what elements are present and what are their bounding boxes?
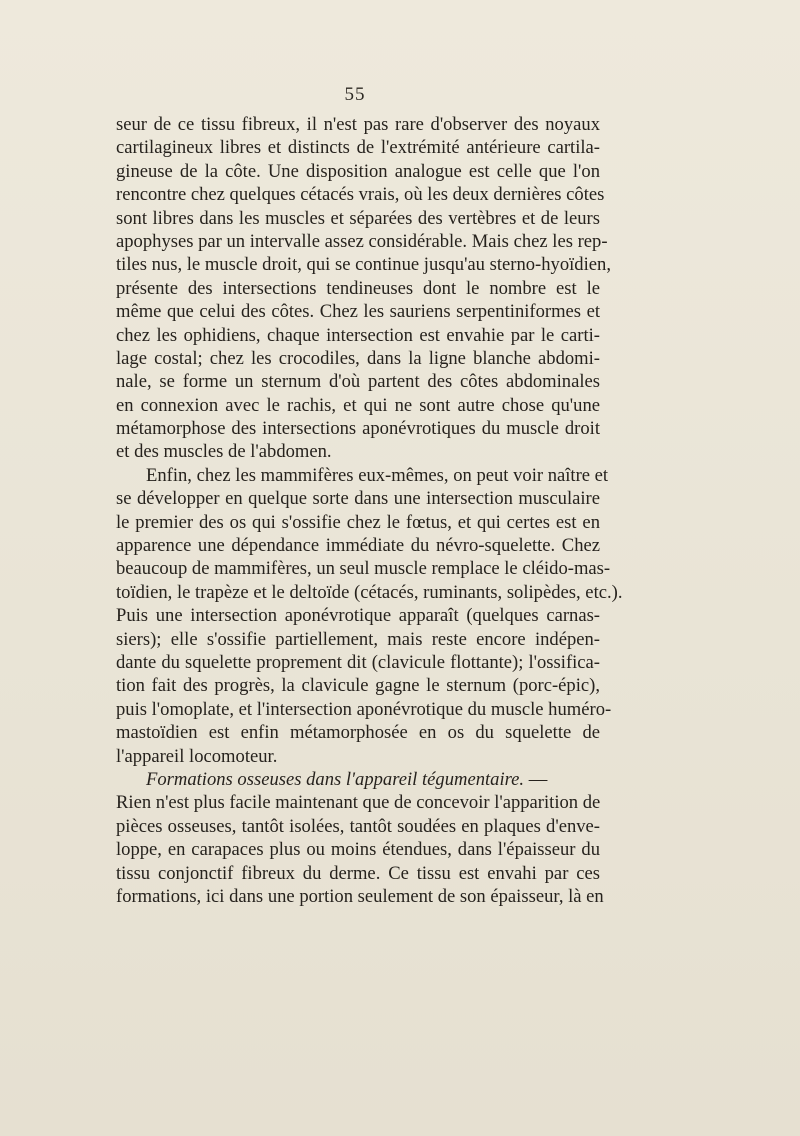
text-line: beaucoup de mammifères, un seul muscle remplace le cléido-mas-	[116, 558, 611, 580]
text-line: Rien n'est plus facile maintenant que de concevoir l'apparition de	[116, 792, 601, 814]
text-line: toïdien, le trapèze et le deltoïde (cétacés, ruminants, solipèdes, etc.).	[116, 581, 623, 603]
text-line: apparence une dépendance immédiate du névro-squelette. Chez	[116, 535, 600, 557]
text-line: le premier des os qui s'ossifie chez le fœtus, et qui certes est en	[116, 511, 600, 533]
text-line: se développer en quelque sorte dans une intersection musculaire	[116, 488, 600, 510]
text-line: pièces osseuses, tantôt isolées, tantôt soudées en plaques d'enve-	[116, 815, 600, 837]
page-number: 55	[344, 84, 366, 105]
text-line: métamorphose des intersections aponévrotiques du muscle droit	[116, 418, 600, 440]
text-line: chez les ophidiens, chaque intersection est envahie par le carti-	[116, 324, 600, 346]
text-line: nale, se forme un sternum d'où partent des côtes abdominales	[116, 371, 600, 393]
text-line: lage costal; chez les crocodiles, dans la ligne blanche abdomi-	[116, 347, 600, 369]
text-line: seur de ce tissu fibreux, il n'est pas rare d'observer des noyaux	[116, 114, 600, 135]
paragraph	[116, 464, 623, 768]
paragraph	[116, 113, 611, 464]
text-line: Puis une intersection aponévrotique apparaît (quelques carnas-	[116, 605, 600, 627]
text-line: apophyses par un intervalle assez considérable. Mais chez les rep-	[116, 230, 608, 252]
text-line: gineuse de la côte. Une disposition analogue est celle que l'on	[116, 160, 600, 182]
text-line: en connexion avec le rachis, et qui ne sont autre chose qu'une	[116, 394, 600, 416]
text-line: et des muscles de l'abdomen.	[116, 441, 332, 463]
text-line: puis l'omoplate, et l'intersection aponévrotique du muscle huméro-	[116, 698, 612, 720]
heading-dash: —	[524, 768, 548, 790]
paragraph-heading-line	[116, 768, 600, 791]
text-line: présente des intersections tendineuses dont le nombre est le	[116, 277, 600, 299]
body-text	[116, 113, 623, 908]
text-line: l'appareil locomoteur.	[116, 745, 278, 767]
text-line: formations, ici dans une portion seulement de son épaisseur, là en	[116, 885, 604, 907]
text-line: sont libres dans les muscles et séparées des vertèbres et de leurs	[116, 207, 600, 229]
text-line: tiles nus, le muscle droit, qui se continue jusqu'au sterno-hyoïdien,	[116, 254, 611, 276]
text-line: dante du squelette proprement dit (clavicule flottante); l'ossifica-	[116, 651, 600, 673]
text-line: loppe, en carapaces plus ou moins étendues, dans l'épaisseur du	[116, 839, 600, 861]
text-line: même que celui des côtes. Chez les sauriens serpentiniformes et	[116, 301, 600, 323]
text-line: cartilagineux libres et distincts de l'extrémité antérieure cartila-	[116, 137, 600, 159]
paragraph	[116, 768, 604, 908]
text-line: tion fait des progrès, la clavicule gagne le sternum (porc-épic),	[116, 675, 600, 697]
text-line: siers); elle s'ossifie partiellement, mais reste encore indépen-	[116, 628, 600, 650]
text-line: tissu conjonctif fibreux du derme. Ce tissu est envahi par ces	[116, 862, 600, 884]
section-heading: Formations osseuses dans l'appareil tégumentaire.	[146, 768, 525, 790]
text-line: rencontre chez quelques cétacés vrais, où les deux dernières côtes	[116, 184, 605, 206]
text-line: Enfin, chez les mammifères eux-mêmes, on peut voir naître et	[146, 464, 609, 486]
text-line: mastoïdien est enfin métamorphosée en os du squelette de	[116, 722, 600, 744]
